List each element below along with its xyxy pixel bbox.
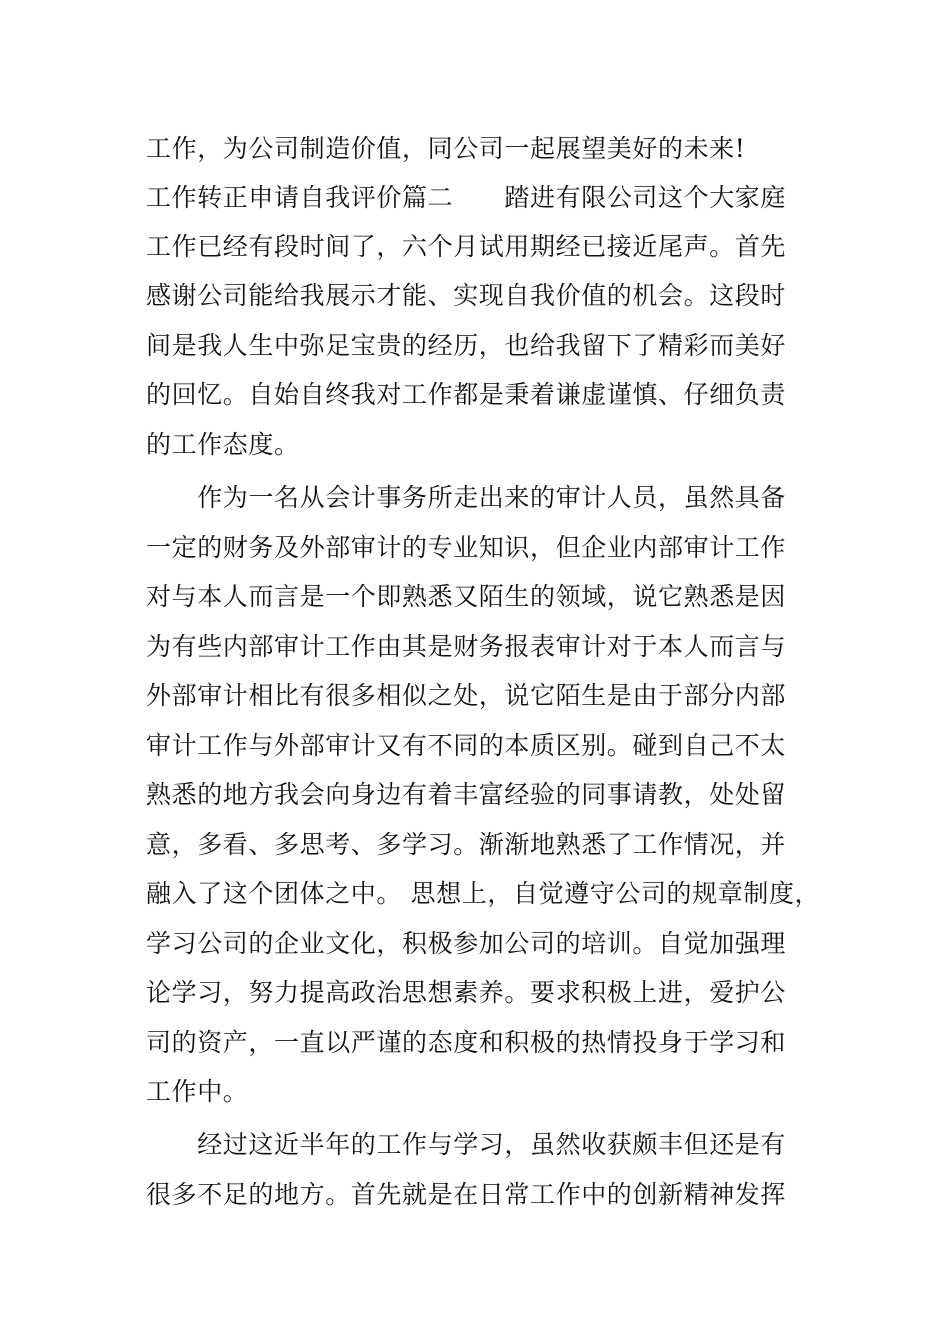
text-line: 外部审计相比有很多相似之处，说它陌生是由于部分内部 [146,681,787,710]
text-line: 为有些内部审计工作由其是财务报表审计对于本人而言与 [146,632,787,661]
text-line: 经过这近半年的工作与学习，虽然收获颇丰但还是有 [146,1130,787,1159]
text-line: 感谢公司能给我展示才能、实现自我价值的机会。这段时 [146,281,787,310]
text-line: 很多不足的地方。首先就是在日常工作中的创新精神发挥 [146,1180,787,1209]
text-line: 审计工作与外部审计又有不同的本质区别。碰到自己不太 [146,731,787,760]
text-line: 作为一名从会计事务所走出来的审计人员，虽然具备 [146,483,787,512]
text-line: 意，多看、多思考、多学习。渐渐地熟悉了工作情况，并 [146,830,787,859]
text-line: 工作转正申请自我评价篇二 踏进有限公司这个大家庭 [146,183,787,212]
text-line: 一定的财务及外部审计的专业知识，但企业内部审计工作 [146,533,787,562]
text-line: 的工作态度。 [146,430,300,459]
text-line: 的回忆。自始自终我对工作都是秉着谦虚谨慎、仔细负责 [146,380,787,409]
text-line: 对与本人而言是一个即熟悉又陌生的领域，说它熟悉是因 [146,582,787,611]
text-line: 熟悉的地方我会向身边有着丰富经验的同事请教，处处留 [146,780,787,809]
text-line: 学习公司的企业文化，积极参加公司的培训。自觉加强理 [146,929,787,958]
text-line: 司的资产，一直以严谨的态度和积极的热情投身于学习和 [146,1028,787,1057]
text-line: 工作，为公司制造价值，同公司一起展望美好的未来! [146,134,746,163]
text-line: 工作中。 [146,1077,249,1106]
text-line: 融入了这个团体之中。 思想上，自觉遵守公司的规章制度， [146,879,821,908]
text-line: 间是我人生中弥足宝贵的经历，也给我留下了精彩而美好 [146,331,787,360]
text-line: 论学习，努力提高政治思想素养。要求积极上进，爱护公 [146,978,787,1007]
text-line: 工作已经有段时间了，六个月试用期经已接近尾声。首先 [146,232,787,261]
